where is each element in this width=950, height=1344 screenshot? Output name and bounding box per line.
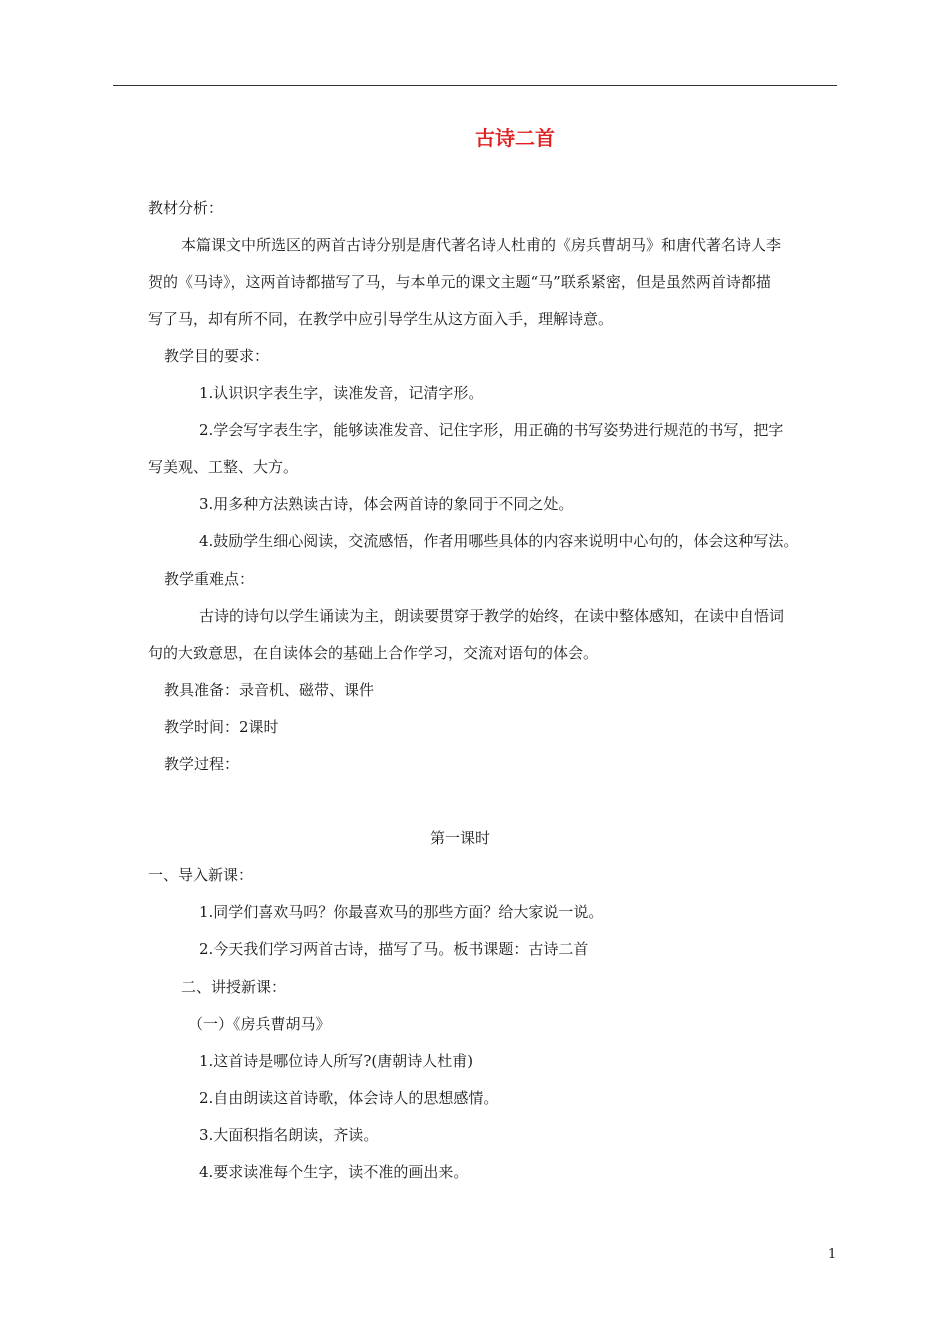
- heading-key-points: 教学重难点：: [164, 570, 255, 588]
- heading-material-analysis: 教材分析：: [148, 199, 224, 217]
- document-title: 古诗二首: [475, 126, 555, 150]
- list-item: 3.用多种方法熟读古诗，体会两首诗的象同于不同之处。: [199, 495, 574, 513]
- heading-introduction: 一、导入新课：: [148, 866, 254, 884]
- list-item: 2.自由朗读这首诗歌，体会诗人的思想感情。: [199, 1089, 499, 1107]
- list-item: 1.同学们喜欢马吗？你最喜欢马的那些方面？给大家说一说。: [199, 903, 604, 921]
- header-rule: [113, 85, 837, 86]
- heading-new-lesson: 二、讲授新课：: [181, 978, 287, 996]
- paragraph-line: 贺的《马诗》，这两首诗都描写了马，与本单元的课文主题“马”联系紧密，但是虽然两首诗都描: [148, 273, 771, 291]
- list-item: 2.今天我们学习两首古诗，描写了马。板书课题：古诗二首: [199, 940, 589, 958]
- list-item: 2.学会写字表生字，能够读准发音、记住字形，用正确的书写姿势进行规范的书写，把字: [199, 421, 784, 439]
- paragraph-line: 写了马，却有所不同，在教学中应引导学生从这方面入手，理解诗意。: [148, 310, 614, 328]
- paragraph-line: 本篇课文中所选区的两首古诗分别是唐代著名诗人杜甫的《房兵曹胡马》和唐代著名诗人李: [181, 236, 782, 254]
- paragraph-line: 句的大致意思，在自读体会的基础上合作学习，交流对语句的体会。: [148, 644, 599, 662]
- list-item: 4.要求读准每个生字，读不准的画出来。: [199, 1163, 469, 1181]
- list-item: 4.鼓励学生细心阅读，交流感悟，作者用哪些具体的内容来说明中心句的，体会这种写法。: [199, 532, 799, 550]
- list-item: 3.大面积指名朗读，齐读。: [199, 1126, 379, 1144]
- subheading-poem: （一）《房兵曹胡马》: [188, 1015, 331, 1033]
- page-number: 1: [828, 1247, 837, 1262]
- list-item: 1.这首诗是哪位诗人所写?(唐朝诗人杜甫): [199, 1052, 474, 1070]
- teaching-time: 教学时间：2课时: [164, 718, 279, 736]
- list-item: 1.认识识字表生字，读准发音，记清字形。: [199, 384, 484, 402]
- list-item-continuation: 写美观、工整、大方。: [148, 458, 299, 476]
- teaching-aids: 教具准备：录音机、磁带、课件: [164, 681, 375, 699]
- section-heading-first-lesson: 第一课时: [430, 829, 491, 847]
- heading-teaching-process: 教学过程：: [164, 755, 240, 773]
- heading-teaching-goals: 教学目的要求：: [164, 347, 270, 365]
- paragraph-line: 古诗的诗句以学生诵读为主，朗读要贯穿于教学的始终，在读中整体感知，在读中自悟词: [199, 607, 785, 625]
